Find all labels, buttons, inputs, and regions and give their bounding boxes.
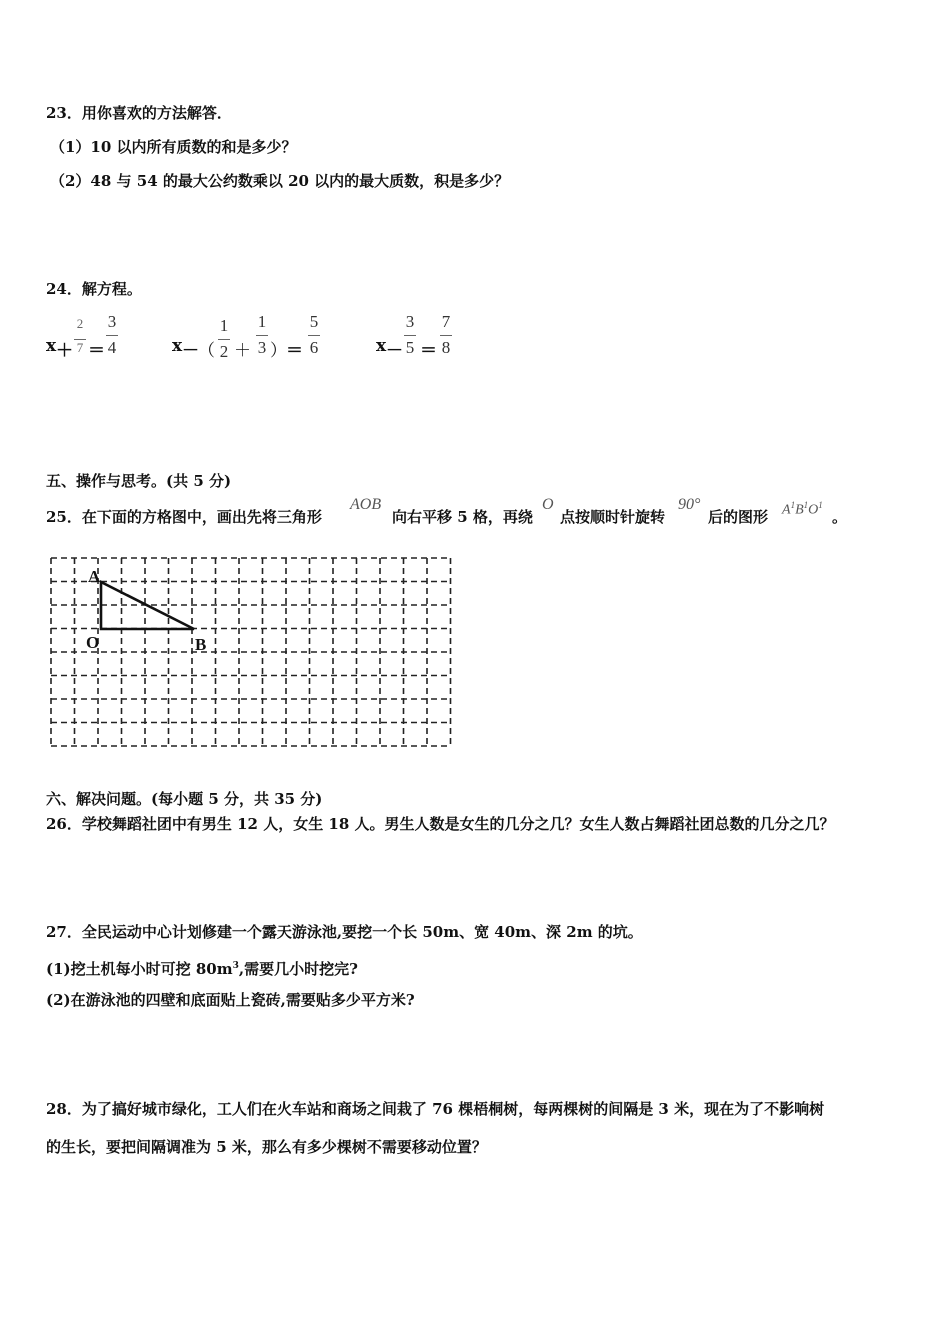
grid-label-o: O xyxy=(86,633,100,652)
q25-point-label: O xyxy=(542,496,554,513)
q23-title: 23．用你喜欢的方法解答． xyxy=(46,104,232,122)
q28-line1: 28．为了搞好城市绿化，工人们在火车站和商场之间栽了 76 棵梧桐树，每两棵树的间隔是 3 米，现在为了不影响树 xyxy=(46,1100,825,1118)
eq2-rparen: ） xyxy=(270,341,287,361)
section-6-title: 六、解决问题。(每小题 5 分，共 35 分) xyxy=(46,790,323,808)
q23-part2: （2）48 与 54 的最大公约数乘以 20 以内的最大质数，积是多少？ xyxy=(50,172,510,190)
eq1-equals: ＝ xyxy=(88,341,105,361)
eq1-plus: ＋ xyxy=(56,341,73,361)
eq2-x: x xyxy=(172,336,183,356)
q25-angle: 90° xyxy=(678,496,701,513)
grid-label-a: A xyxy=(88,567,101,586)
q27-part2: (2)在游泳池的四壁和底面贴上瓷砖,需要贴多少平方米? xyxy=(46,991,415,1009)
equation-3: x － 3 5 ＝ 7 8 xyxy=(376,312,451,361)
eq3-minus: － xyxy=(386,341,403,361)
eq3-x: x xyxy=(376,336,387,356)
section-5-title: 五、操作与思考。(共 5 分) xyxy=(46,472,232,490)
equation-2: x － （ 1 2 ＋ 1 3 ） ＝ 5 6 xyxy=(172,312,319,361)
grid-label-b: B xyxy=(195,635,207,654)
equation-1: x ＋ 2 7 ＝ 3 4 xyxy=(46,312,117,361)
eq2-equals: ＝ xyxy=(286,341,303,361)
q25-result-label: $A^1B^1O^1$ xyxy=(782,500,823,518)
q25-triangle-label: AOB xyxy=(350,496,382,513)
eq2-minus: － xyxy=(182,341,199,361)
q28-line2: 的生长，要把间隔调准为 5 米，那么有多少棵树不需要移动位置？ xyxy=(46,1138,487,1156)
q27-title: 27．全民运动中心计划修建一个露天游泳池,要挖一个长 50m、宽 40m、深 2m 的坑。 xyxy=(46,923,643,941)
q27-part1: (1)挖土机每小时可挖 $80m^3$,需要几小时挖完? xyxy=(46,960,358,978)
q25-part3: 点按顺时针旋转 xyxy=(560,508,666,526)
q25-part4: 后的图形 xyxy=(708,508,769,526)
q26-text: 26．学校舞蹈社团中有男生 12 人，女生 18 人。男生人数是女生的几分之几？女生人数占舞蹈社团总数的几分之几？ xyxy=(46,815,835,833)
q25-text xyxy=(46,496,926,537)
q24-title: 24．解方程。 xyxy=(46,280,142,298)
grid-figure xyxy=(46,553,458,753)
q23-part1: （1）10 以内所有质数的和是多少？ xyxy=(50,138,297,156)
eq2-lparen: （ xyxy=(198,341,215,361)
eq2-plus: ＋ xyxy=(234,341,251,361)
eq3-equals: ＝ xyxy=(420,341,437,361)
q25-part2: 向右平移 5 格，再绕 xyxy=(392,508,533,526)
q25-end: 。 xyxy=(832,508,848,526)
q25-part1: 25．在下面的方格图中，画出先将三角形 xyxy=(46,508,322,526)
eq1-x: x xyxy=(46,336,57,356)
